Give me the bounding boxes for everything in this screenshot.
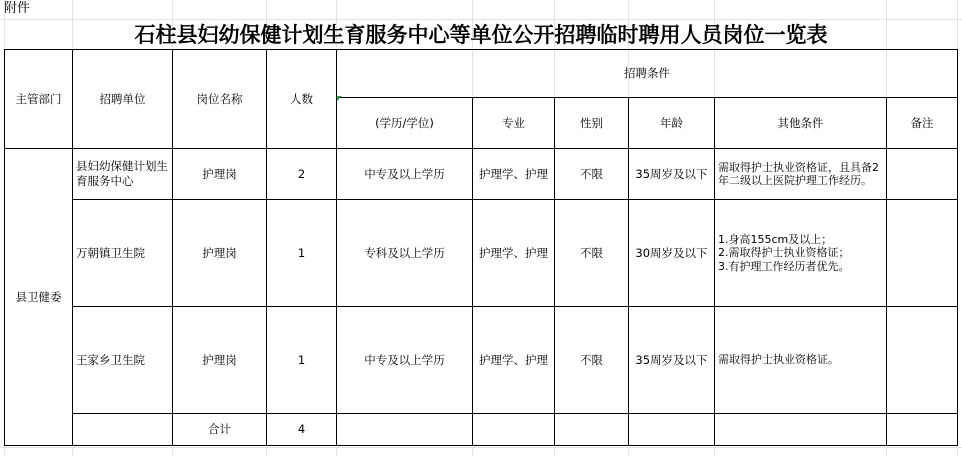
education-cell[interactable]: 中专及以上学历 bbox=[337, 307, 473, 414]
other-condition-line: 1.身高155cm及以上； bbox=[718, 232, 833, 246]
empty-cell[interactable] bbox=[887, 414, 958, 446]
position-cell[interactable]: 护理岗 bbox=[173, 200, 267, 307]
unit-cell[interactable]: 万朝镇卫生院 bbox=[73, 200, 173, 307]
header-unit[interactable]: 招聘单位 bbox=[73, 50, 173, 149]
unit-cell[interactable]: 王家乡卫生院 bbox=[73, 307, 173, 414]
cell-comment-marker bbox=[337, 96, 342, 101]
remarks-cell[interactable] bbox=[887, 149, 958, 200]
age-cell[interactable]: 35周岁及以下 bbox=[629, 149, 715, 200]
gridline bbox=[0, 447, 962, 448]
unit-cell[interactable]: 县妇幼保健计划生育服务中心 bbox=[73, 149, 173, 200]
other-cell[interactable] bbox=[715, 200, 887, 307]
total-count[interactable]: 4 bbox=[267, 414, 337, 446]
empty-cell[interactable] bbox=[337, 414, 473, 446]
page-title: 石柱县妇幼保健计划生育服务中心等单位公开招聘临时聘用人员岗位一览表 bbox=[134, 22, 828, 47]
header-remarks[interactable]: 备注 bbox=[887, 98, 958, 149]
header-age[interactable]: 年龄 bbox=[629, 98, 715, 149]
remarks-cell[interactable] bbox=[887, 307, 958, 414]
other-cell[interactable]: 需取得护士执业资格证，且具备2年二级以上医院护理工作经历。 bbox=[715, 149, 887, 200]
education-cell[interactable]: 专科及以上学历 bbox=[337, 200, 473, 307]
attachment-label: 附件 bbox=[4, 1, 31, 16]
other-condition-line: 3.有护理工作经历者优先。 bbox=[718, 259, 850, 273]
header-count[interactable]: 人数 bbox=[267, 50, 337, 149]
header-education[interactable]: (学历/学位) bbox=[337, 98, 473, 149]
header-row-1 bbox=[5, 50, 958, 98]
dept-cell[interactable]: 县卫健委 bbox=[5, 149, 73, 446]
header-gender[interactable]: 性别 bbox=[555, 98, 629, 149]
gender-cell[interactable]: 不限 bbox=[555, 200, 629, 307]
empty-cell[interactable] bbox=[555, 414, 629, 446]
count-cell[interactable]: 2 bbox=[267, 149, 337, 200]
table-row bbox=[5, 200, 958, 307]
header-major[interactable]: 专业 bbox=[473, 98, 555, 149]
other-cell[interactable]: 需取得护士执业资格证。 bbox=[715, 307, 887, 414]
table-row bbox=[5, 307, 958, 414]
remarks-cell[interactable] bbox=[887, 200, 958, 307]
count-cell[interactable]: 1 bbox=[267, 200, 337, 307]
age-cell[interactable]: 35周岁及以下 bbox=[629, 307, 715, 414]
empty-cell[interactable] bbox=[629, 414, 715, 446]
major-cell[interactable]: 护理学、护理 bbox=[473, 149, 555, 200]
empty-cell[interactable] bbox=[73, 414, 173, 446]
position-cell[interactable]: 护理岗 bbox=[173, 149, 267, 200]
empty-cell[interactable] bbox=[473, 414, 555, 446]
position-cell[interactable]: 护理岗 bbox=[173, 307, 267, 414]
header-other[interactable]: 其他条件 bbox=[715, 98, 887, 149]
age-cell[interactable]: 30周岁及以下 bbox=[629, 200, 715, 307]
empty-cell[interactable] bbox=[715, 414, 887, 446]
header-position[interactable]: 岗位名称 bbox=[173, 50, 267, 149]
major-cell[interactable]: 护理学、护理 bbox=[473, 200, 555, 307]
gender-cell[interactable]: 不限 bbox=[555, 307, 629, 414]
other-condition-line: 2.需取得护士执业资格证； bbox=[718, 246, 850, 260]
major-cell[interactable]: 护理学、护理 bbox=[473, 307, 555, 414]
table-row bbox=[5, 149, 958, 200]
header-conditions[interactable]: 招聘条件 bbox=[337, 50, 958, 98]
count-cell[interactable]: 1 bbox=[267, 307, 337, 414]
education-cell[interactable]: 中专及以上学历 bbox=[337, 149, 473, 200]
total-row bbox=[5, 414, 958, 446]
header-dept[interactable]: 主管部门 bbox=[5, 50, 73, 149]
recruitment-table bbox=[4, 49, 958, 446]
gender-cell[interactable]: 不限 bbox=[555, 149, 629, 200]
total-label[interactable]: 合计 bbox=[173, 414, 267, 446]
